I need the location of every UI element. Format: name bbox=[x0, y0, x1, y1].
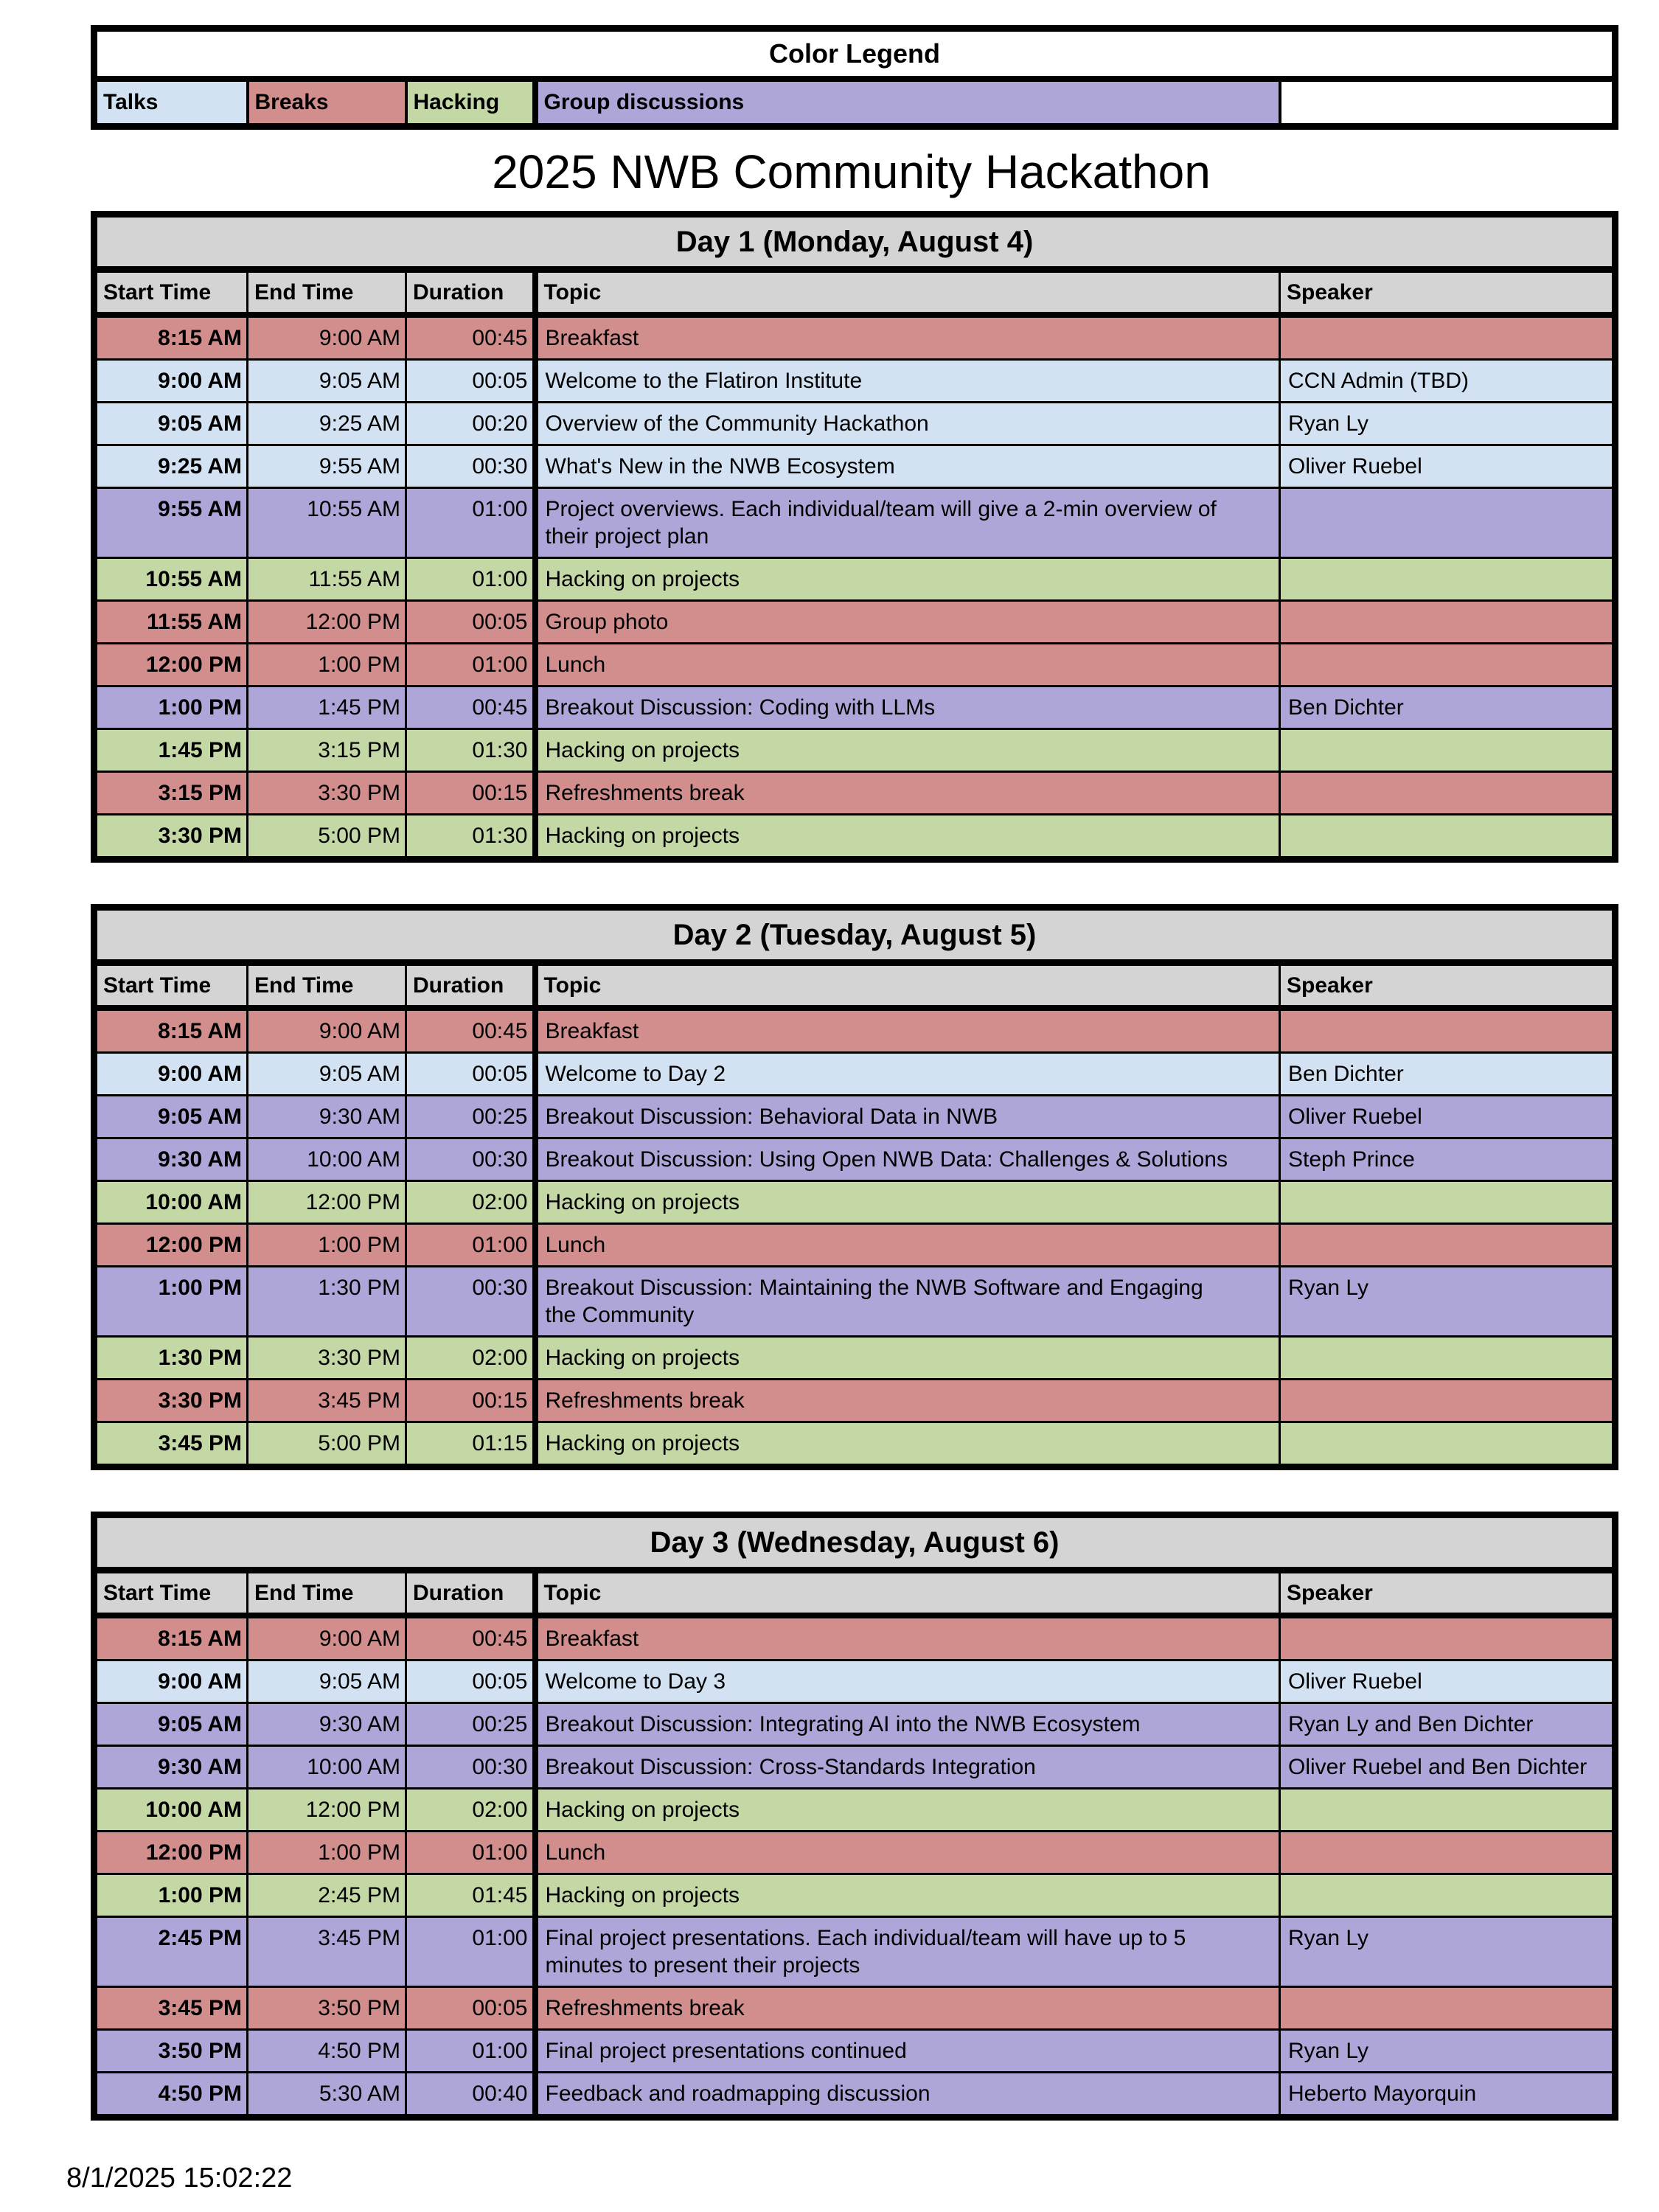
cell-end-time: 9:30 AM bbox=[248, 1096, 406, 1138]
schedule-tables bbox=[91, 211, 1612, 2121]
cell-topic: Project overviews. Each individual/team will give a 2-min overview of their project plan bbox=[535, 488, 1280, 558]
cell-start-time: 12:00 PM bbox=[94, 1224, 248, 1267]
cell-start-time: 3:45 PM bbox=[94, 1987, 248, 2030]
schedule-row bbox=[94, 1138, 1615, 1181]
day-table-3 bbox=[91, 1512, 1618, 2121]
column-header-start-time: Start Time bbox=[94, 270, 248, 316]
cell-end-time: 9:55 AM bbox=[248, 445, 406, 488]
cell-speaker: Oliver Ruebel bbox=[1280, 1096, 1615, 1138]
schedule-row bbox=[94, 1615, 1615, 1660]
cell-duration: 00:40 bbox=[406, 2073, 535, 2118]
cell-duration: 01:30 bbox=[406, 815, 535, 860]
schedule-row bbox=[94, 1917, 1615, 1987]
cell-duration: 00:15 bbox=[406, 772, 535, 815]
schedule-row bbox=[94, 1337, 1615, 1380]
page-title: 2025 NWB Community Hackathon bbox=[492, 145, 1211, 198]
cell-start-time: 10:00 AM bbox=[94, 1181, 248, 1224]
cell-end-time: 9:05 AM bbox=[248, 1660, 406, 1703]
cell-duration: 01:00 bbox=[406, 2030, 535, 2073]
cell-duration: 01:00 bbox=[406, 1832, 535, 1874]
cell-end-time: 3:15 PM bbox=[248, 729, 406, 772]
cell-end-time: 9:05 AM bbox=[248, 360, 406, 403]
cell-start-time: 10:00 AM bbox=[94, 1789, 248, 1832]
cell-speaker bbox=[1280, 644, 1615, 686]
cell-topic: Breakout Discussion: Maintaining the NWB Software and Engaging the Community bbox=[535, 1267, 1280, 1337]
cell-start-time: 9:05 AM bbox=[94, 403, 248, 445]
day-title-row bbox=[94, 1515, 1615, 1571]
cell-duration: 00:45 bbox=[406, 1615, 535, 1660]
column-header-topic: Topic bbox=[535, 963, 1280, 1009]
cell-topic: Welcome to Day 2 bbox=[535, 1053, 1280, 1096]
schedule-row bbox=[94, 815, 1615, 860]
cell-duration: 00:25 bbox=[406, 1703, 535, 1746]
cell-start-time: 10:55 AM bbox=[94, 558, 248, 601]
cell-speaker: Ryan Ly bbox=[1280, 1267, 1615, 1337]
day-table-2 bbox=[91, 904, 1618, 1470]
cell-topic: Refreshments break bbox=[535, 1380, 1280, 1422]
cell-duration: 01:00 bbox=[406, 488, 535, 558]
cell-start-time: 1:00 PM bbox=[94, 1874, 248, 1917]
cell-start-time: 9:55 AM bbox=[94, 488, 248, 558]
schedule-page bbox=[66, 0, 1612, 2194]
cell-start-time: 9:05 AM bbox=[94, 1096, 248, 1138]
cell-duration: 00:45 bbox=[406, 1008, 535, 1053]
column-header-end-time: End Time bbox=[248, 270, 406, 316]
cell-speaker: Ryan Ly bbox=[1280, 403, 1615, 445]
cell-speaker bbox=[1280, 1789, 1615, 1832]
column-header-end-time: End Time bbox=[248, 1571, 406, 1616]
cell-start-time: 9:30 AM bbox=[94, 1746, 248, 1789]
cell-speaker: Ryan Ly and Ben Dichter bbox=[1280, 1703, 1615, 1746]
schedule-row bbox=[94, 1422, 1615, 1467]
column-header-duration: Duration bbox=[406, 270, 535, 316]
cell-duration: 02:00 bbox=[406, 1337, 535, 1380]
schedule-row bbox=[94, 644, 1615, 686]
schedule-row bbox=[94, 558, 1615, 601]
cell-end-time: 5:00 PM bbox=[248, 1422, 406, 1467]
cell-speaker: Ben Dichter bbox=[1280, 686, 1615, 729]
schedule-row bbox=[94, 686, 1615, 729]
cell-topic: Final project presentations continued bbox=[535, 2030, 1280, 2073]
cell-topic: Breakout Discussion: Behavioral Data in NWB bbox=[535, 1096, 1280, 1138]
cell-start-time: 9:30 AM bbox=[94, 1138, 248, 1181]
cell-topic: Group photo bbox=[535, 601, 1280, 644]
cell-topic: Hacking on projects bbox=[535, 1789, 1280, 1832]
cell-duration: 00:30 bbox=[406, 445, 535, 488]
schedule-row bbox=[94, 445, 1615, 488]
cell-speaker: Steph Prince bbox=[1280, 1138, 1615, 1181]
cell-duration: 00:25 bbox=[406, 1096, 535, 1138]
cell-topic: Refreshments break bbox=[535, 772, 1280, 815]
day-title-row bbox=[94, 908, 1615, 963]
cell-end-time: 12:00 PM bbox=[248, 1181, 406, 1224]
cell-start-time: 9:00 AM bbox=[94, 1053, 248, 1096]
cell-start-time: 1:00 PM bbox=[94, 1267, 248, 1337]
cell-duration: 00:15 bbox=[406, 1380, 535, 1422]
cell-duration: 01:45 bbox=[406, 1874, 535, 1917]
cell-end-time: 12:00 PM bbox=[248, 1789, 406, 1832]
cell-topic: Refreshments break bbox=[535, 1987, 1280, 2030]
column-header-start-time: Start Time bbox=[94, 963, 248, 1009]
cell-topic: Hacking on projects bbox=[535, 1422, 1280, 1467]
cell-topic: Lunch bbox=[535, 1224, 1280, 1267]
cell-speaker bbox=[1280, 815, 1615, 860]
column-header-topic: Topic bbox=[535, 270, 1280, 316]
schedule-row bbox=[94, 2030, 1615, 2073]
schedule-row bbox=[94, 403, 1615, 445]
cell-end-time: 9:05 AM bbox=[248, 1053, 406, 1096]
cell-end-time: 3:30 PM bbox=[248, 1337, 406, 1380]
schedule-row bbox=[94, 1832, 1615, 1874]
day-title: Day 2 (Tuesday, August 5) bbox=[94, 908, 1615, 963]
legend-title-row bbox=[94, 29, 1615, 80]
schedule-row bbox=[94, 601, 1615, 644]
cell-speaker bbox=[1280, 315, 1615, 360]
cell-end-time: 1:00 PM bbox=[248, 644, 406, 686]
cell-duration: 01:15 bbox=[406, 1422, 535, 1467]
cell-start-time: 9:05 AM bbox=[94, 1703, 248, 1746]
cell-end-time: 5:00 PM bbox=[248, 815, 406, 860]
schedule-row bbox=[94, 1380, 1615, 1422]
cell-speaker bbox=[1280, 772, 1615, 815]
cell-duration: 02:00 bbox=[406, 1789, 535, 1832]
cell-topic: Hacking on projects bbox=[535, 729, 1280, 772]
cell-end-time: 1:00 PM bbox=[248, 1832, 406, 1874]
cell-end-time: 3:45 PM bbox=[248, 1380, 406, 1422]
cell-topic: Breakfast bbox=[535, 315, 1280, 360]
column-header-row bbox=[94, 963, 1615, 1009]
cell-end-time: 3:30 PM bbox=[248, 772, 406, 815]
cell-duration: 00:05 bbox=[406, 360, 535, 403]
cell-start-time: 12:00 PM bbox=[94, 644, 248, 686]
day-title-row bbox=[94, 215, 1615, 270]
cell-topic: Lunch bbox=[535, 1832, 1280, 1874]
cell-end-time: 3:45 PM bbox=[248, 1917, 406, 1987]
cell-start-time: 9:25 AM bbox=[94, 445, 248, 488]
cell-speaker bbox=[1280, 1008, 1615, 1053]
cell-end-time: 9:30 AM bbox=[248, 1703, 406, 1746]
schedule-row bbox=[94, 1096, 1615, 1138]
cell-start-time: 1:00 PM bbox=[94, 686, 248, 729]
cell-topic: Breakout Discussion: Integrating AI into the NWB Ecosystem bbox=[535, 1703, 1280, 1746]
cell-speaker bbox=[1280, 1874, 1615, 1917]
cell-topic: Welcome to the Flatiron Institute bbox=[535, 360, 1280, 403]
legend-cell-breaks: Breaks bbox=[248, 79, 406, 127]
column-header-speaker: Speaker bbox=[1280, 963, 1615, 1009]
cell-speaker bbox=[1280, 1337, 1615, 1380]
column-header-row bbox=[94, 1571, 1615, 1616]
cell-speaker: Ryan Ly bbox=[1280, 2030, 1615, 2073]
cell-start-time: 8:15 AM bbox=[94, 1615, 248, 1660]
schedule-row bbox=[94, 488, 1615, 558]
cell-end-time: 2:45 PM bbox=[248, 1874, 406, 1917]
cell-start-time: 3:30 PM bbox=[94, 1380, 248, 1422]
cell-duration: 01:30 bbox=[406, 729, 535, 772]
cell-speaker bbox=[1280, 1615, 1615, 1660]
cell-duration: 00:30 bbox=[406, 1267, 535, 1337]
cell-start-time: 9:00 AM bbox=[94, 360, 248, 403]
cell-end-time: 9:25 AM bbox=[248, 403, 406, 445]
schedule-row bbox=[94, 1267, 1615, 1337]
cell-end-time: 11:55 AM bbox=[248, 558, 406, 601]
cell-duration: 00:20 bbox=[406, 403, 535, 445]
cell-end-time: 10:00 AM bbox=[248, 1138, 406, 1181]
cell-topic: Hacking on projects bbox=[535, 1181, 1280, 1224]
cell-duration: 00:05 bbox=[406, 1053, 535, 1096]
cell-end-time: 1:45 PM bbox=[248, 686, 406, 729]
cell-topic: Hacking on projects bbox=[535, 1874, 1280, 1917]
cell-topic: Welcome to Day 3 bbox=[535, 1660, 1280, 1703]
column-header-duration: Duration bbox=[406, 963, 535, 1009]
schedule-row bbox=[94, 1789, 1615, 1832]
cell-topic: Final project presentations. Each individual/team will have up to 5 minutes to present their projects bbox=[535, 1917, 1280, 1987]
cell-end-time: 9:00 AM bbox=[248, 315, 406, 360]
cell-speaker: Oliver Ruebel and Ben Dichter bbox=[1280, 1746, 1615, 1789]
cell-topic: Overview of the Community Hackathon bbox=[535, 403, 1280, 445]
legend-cell-empty bbox=[1280, 79, 1615, 127]
legend-row bbox=[94, 79, 1615, 127]
cell-end-time: 9:00 AM bbox=[248, 1615, 406, 1660]
cell-start-time: 9:00 AM bbox=[94, 1660, 248, 1703]
legend-cell-group: Group discussions bbox=[535, 79, 1280, 127]
cell-topic: Breakout Discussion: Using Open NWB Data: Challenges & Solutions bbox=[535, 1138, 1280, 1181]
column-header-duration: Duration bbox=[406, 1571, 535, 1616]
schedule-row bbox=[94, 315, 1615, 360]
cell-end-time: 10:55 AM bbox=[248, 488, 406, 558]
cell-start-time: 3:50 PM bbox=[94, 2030, 248, 2073]
cell-duration: 00:30 bbox=[406, 1746, 535, 1789]
schedule-row bbox=[94, 2073, 1615, 2118]
cell-duration: 00:05 bbox=[406, 601, 535, 644]
cell-topic: Breakfast bbox=[535, 1615, 1280, 1660]
cell-topic: Hacking on projects bbox=[535, 815, 1280, 860]
cell-speaker: Heberto Mayorquin bbox=[1280, 2073, 1615, 2118]
cell-speaker bbox=[1280, 1987, 1615, 2030]
cell-end-time: 10:00 AM bbox=[248, 1746, 406, 1789]
cell-duration: 01:00 bbox=[406, 1917, 535, 1987]
cell-start-time: 8:15 AM bbox=[94, 315, 248, 360]
cell-speaker: Oliver Ruebel bbox=[1280, 445, 1615, 488]
cell-duration: 01:00 bbox=[406, 558, 535, 601]
schedule-row bbox=[94, 1053, 1615, 1096]
cell-end-time: 1:30 PM bbox=[248, 1267, 406, 1337]
cell-duration: 00:30 bbox=[406, 1138, 535, 1181]
cell-end-time: 5:30 AM bbox=[248, 2073, 406, 2118]
schedule-row bbox=[94, 772, 1615, 815]
cell-speaker bbox=[1280, 1224, 1615, 1267]
cell-speaker bbox=[1280, 488, 1615, 558]
schedule-row bbox=[94, 1008, 1615, 1053]
cell-duration: 00:45 bbox=[406, 686, 535, 729]
cell-duration: 00:05 bbox=[406, 1987, 535, 2030]
schedule-row bbox=[94, 1660, 1615, 1703]
legend-title: Color Legend bbox=[94, 29, 1615, 80]
schedule-row bbox=[94, 729, 1615, 772]
cell-speaker bbox=[1280, 729, 1615, 772]
day-title: Day 1 (Monday, August 4) bbox=[94, 215, 1615, 270]
schedule-row bbox=[94, 360, 1615, 403]
schedule-row bbox=[94, 1874, 1615, 1917]
cell-speaker bbox=[1280, 1422, 1615, 1467]
cell-start-time: 3:45 PM bbox=[94, 1422, 248, 1467]
cell-topic: Breakout Discussion: Coding with LLMs bbox=[535, 686, 1280, 729]
cell-speaker bbox=[1280, 601, 1615, 644]
cell-speaker bbox=[1280, 1181, 1615, 1224]
cell-start-time: 3:15 PM bbox=[94, 772, 248, 815]
cell-start-time: 4:50 PM bbox=[94, 2073, 248, 2118]
column-header-row bbox=[94, 270, 1615, 316]
schedule-row bbox=[94, 1746, 1615, 1789]
schedule-row bbox=[94, 1224, 1615, 1267]
column-header-topic: Topic bbox=[535, 1571, 1280, 1616]
cell-start-time: 2:45 PM bbox=[94, 1917, 248, 1987]
cell-end-time: 4:50 PM bbox=[248, 2030, 406, 2073]
cell-duration: 02:00 bbox=[406, 1181, 535, 1224]
cell-duration: 01:00 bbox=[406, 1224, 535, 1267]
cell-end-time: 12:00 PM bbox=[248, 601, 406, 644]
cell-start-time: 8:15 AM bbox=[94, 1008, 248, 1053]
cell-topic: Hacking on projects bbox=[535, 558, 1280, 601]
cell-topic: Lunch bbox=[535, 644, 1280, 686]
schedule-row bbox=[94, 1987, 1615, 2030]
cell-speaker: Ben Dichter bbox=[1280, 1053, 1615, 1096]
cell-duration: 00:45 bbox=[406, 315, 535, 360]
column-header-speaker: Speaker bbox=[1280, 1571, 1615, 1616]
cell-end-time: 1:00 PM bbox=[248, 1224, 406, 1267]
cell-speaker: CCN Admin (TBD) bbox=[1280, 360, 1615, 403]
cell-speaker bbox=[1280, 558, 1615, 601]
cell-topic: Feedback and roadmapping discussion bbox=[535, 2073, 1280, 2118]
cell-start-time: 12:00 PM bbox=[94, 1832, 248, 1874]
color-legend bbox=[91, 25, 1618, 130]
cell-speaker: Ryan Ly bbox=[1280, 1917, 1615, 1987]
cell-start-time: 3:30 PM bbox=[94, 815, 248, 860]
cell-speaker: Oliver Ruebel bbox=[1280, 1660, 1615, 1703]
column-header-speaker: Speaker bbox=[1280, 270, 1615, 316]
cell-topic: What's New in the NWB Ecosystem bbox=[535, 445, 1280, 488]
column-header-end-time: End Time bbox=[248, 963, 406, 1009]
cell-duration: 01:00 bbox=[406, 644, 535, 686]
cell-end-time: 3:50 PM bbox=[248, 1987, 406, 2030]
cell-speaker bbox=[1280, 1832, 1615, 1874]
cell-duration: 00:05 bbox=[406, 1660, 535, 1703]
legend-cell-talks: Talks bbox=[94, 79, 248, 127]
column-header-start-time: Start Time bbox=[94, 1571, 248, 1616]
schedule-row bbox=[94, 1181, 1615, 1224]
cell-end-time: 9:00 AM bbox=[248, 1008, 406, 1053]
cell-speaker bbox=[1280, 1380, 1615, 1422]
cell-topic: Hacking on projects bbox=[535, 1337, 1280, 1380]
day-table-1 bbox=[91, 211, 1618, 863]
cell-start-time: 1:30 PM bbox=[94, 1337, 248, 1380]
cell-start-time: 1:45 PM bbox=[94, 729, 248, 772]
legend-cell-hacking: Hacking bbox=[406, 79, 535, 127]
cell-start-time: 11:55 AM bbox=[94, 601, 248, 644]
schedule-row bbox=[94, 1703, 1615, 1746]
day-title: Day 3 (Wednesday, August 6) bbox=[94, 1515, 1615, 1571]
cell-topic: Breakfast bbox=[535, 1008, 1280, 1053]
cell-topic: Breakout Discussion: Cross-Standards Integration bbox=[535, 1746, 1280, 1789]
print-timestamp: 8/1/2025 15:02:22 bbox=[66, 2163, 293, 2194]
